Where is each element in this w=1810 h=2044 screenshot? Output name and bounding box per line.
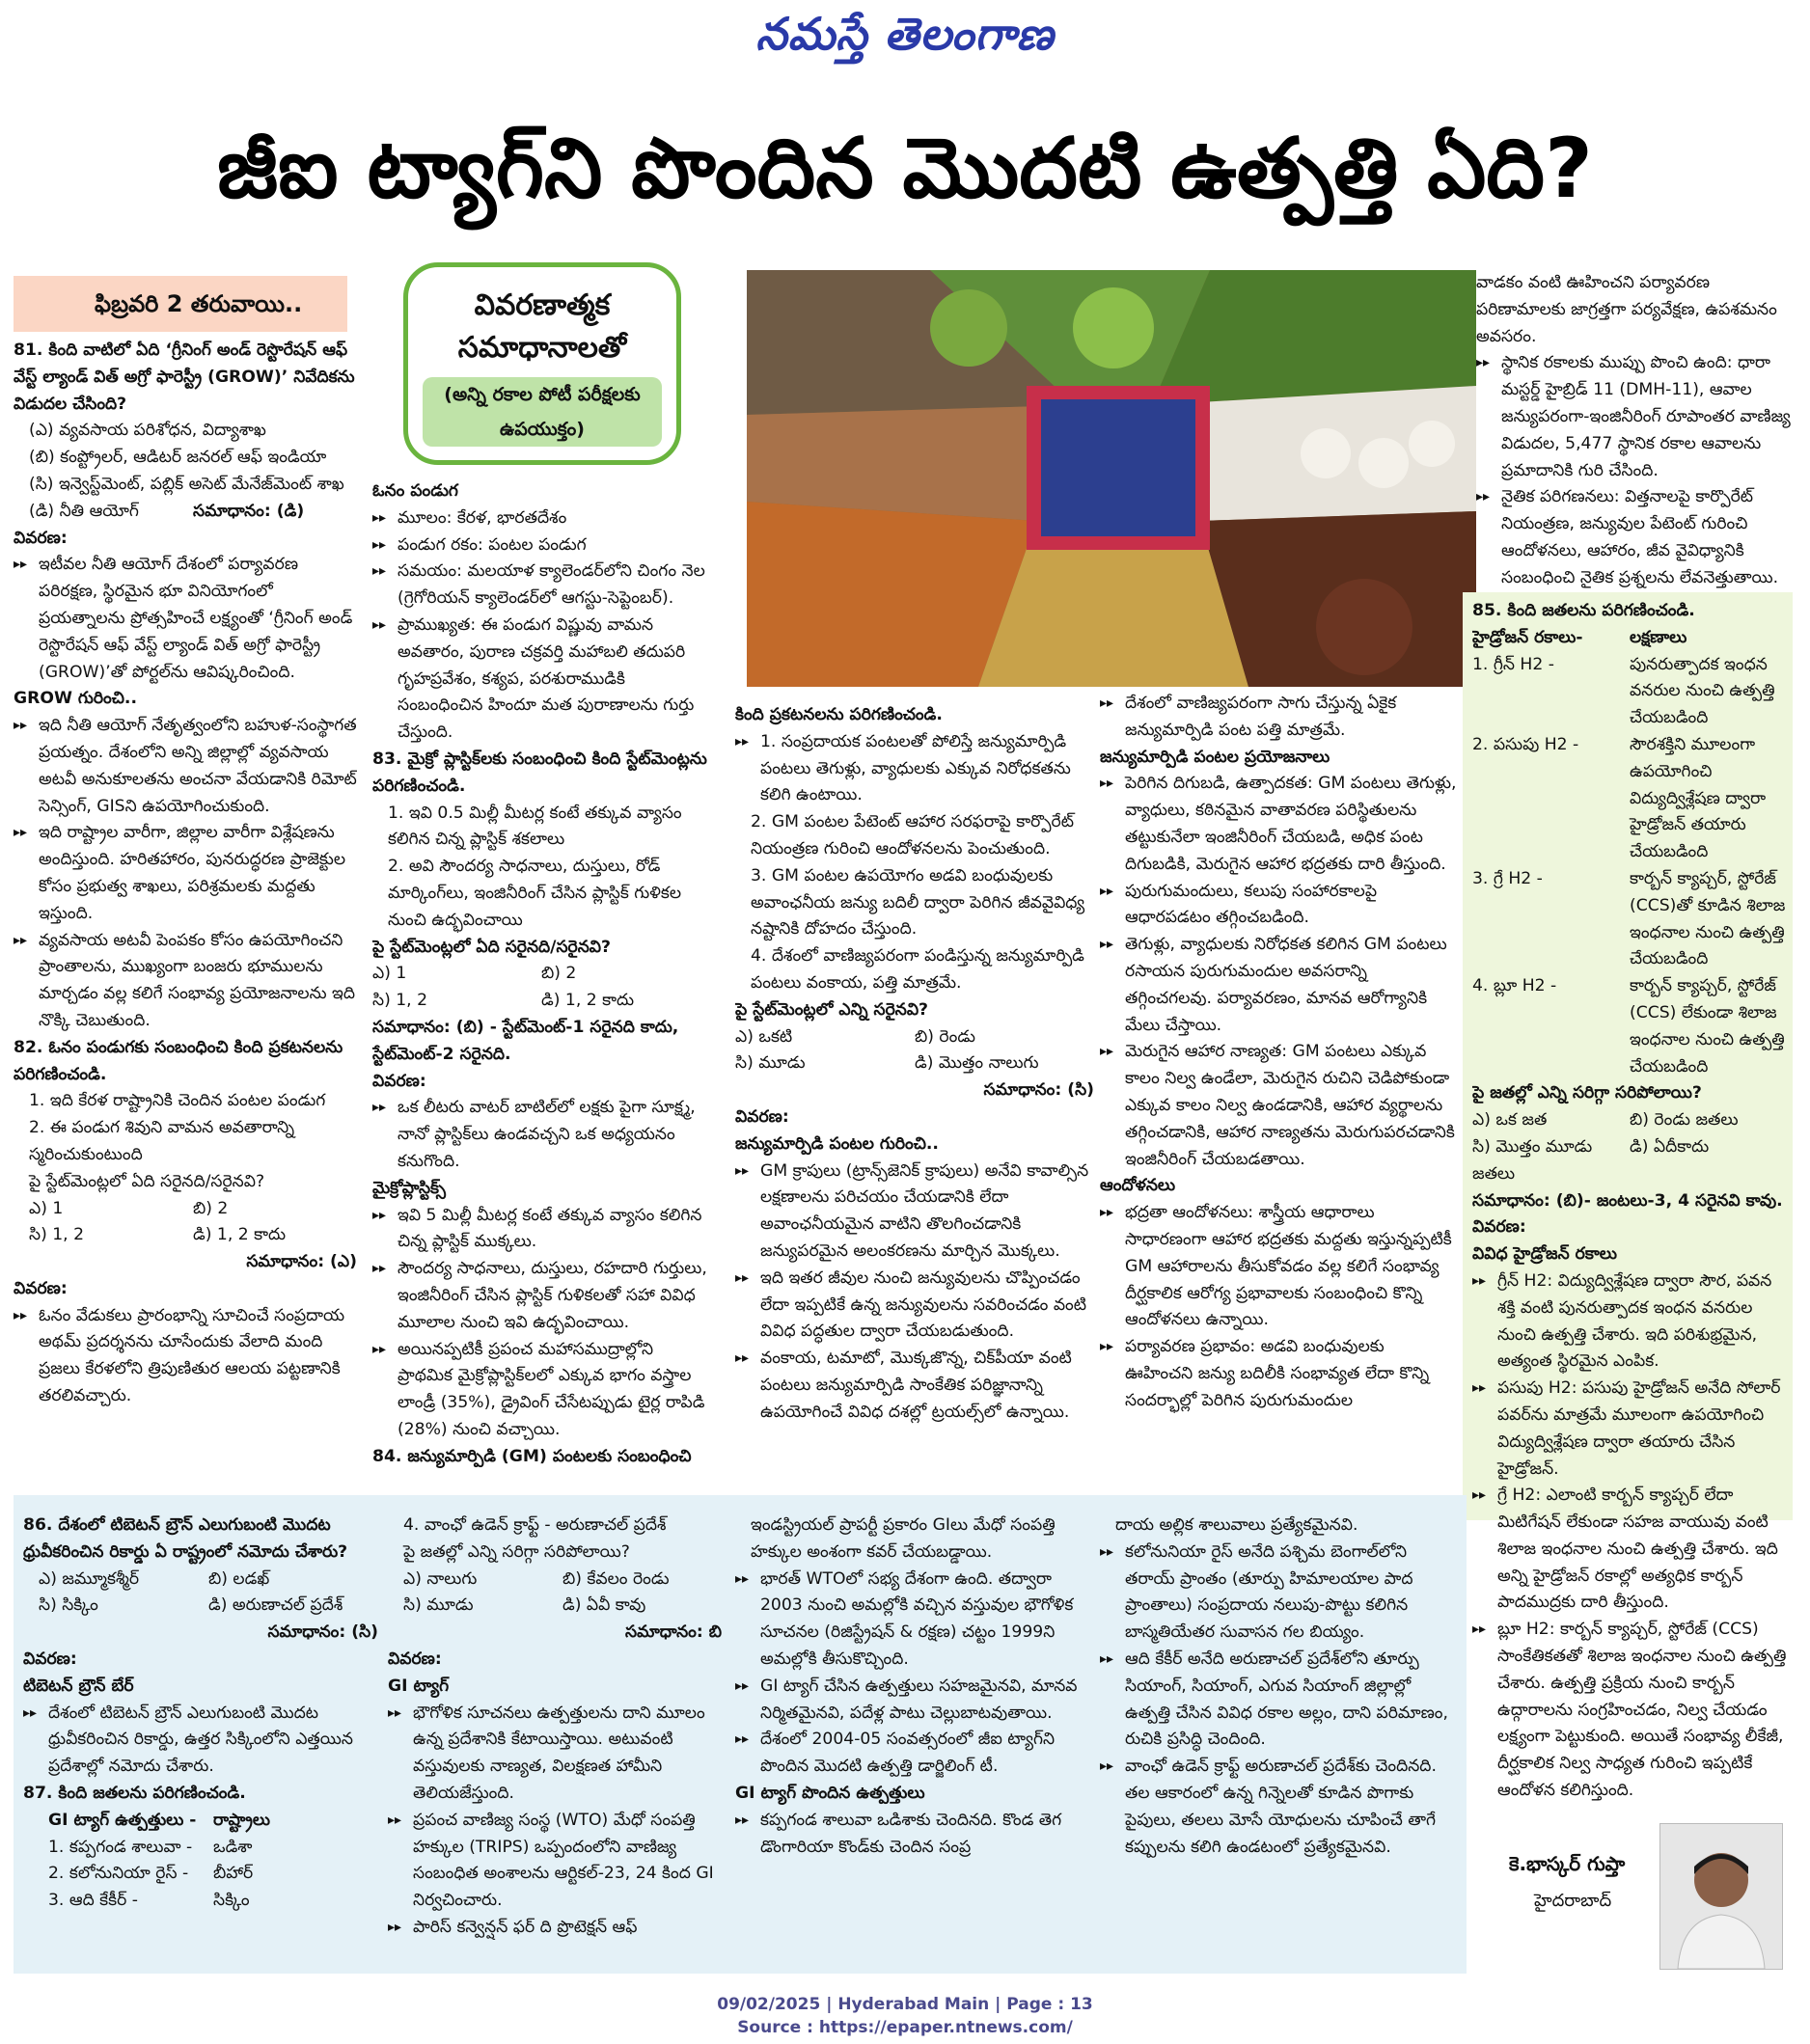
gi-product-bullet-2: ▸▸ కలోనునియా రైస్ అనేది పశ్చిమ బెంగాల్‌లోని తరాయ్ ప్రాంతం (తూర్పు హిమాలయాల పాద ప్రాంతాలు) సంప్రదాయ నలుపు-పొట్టు కలిగిన బాస్మతియేతర సువాసన గల బియ్యం. (1100, 1541, 1413, 1643)
q85-answer: సమాధానం: (బి)- జంటలు-3, 4 సరైనవి కావు. (1472, 1190, 1783, 1211)
onam-bullet-2: ▸▸ పండుగ రకం: పంటల పండుగ (372, 534, 587, 555)
concerns-heading: ఆందోళనలు (1100, 1176, 1176, 1196)
q82-options-row-2: సి) 1, 2 డి) 1, 2 కాదు (29, 1225, 287, 1245)
grow-heading: GROW గురించి.. (14, 689, 137, 709)
q84-options-row-1: ఎ) ఒకటి బి) రెండు (735, 1026, 975, 1047)
question-87: 87. కింది జతలను పరిగణించండి. (23, 1783, 246, 1803)
q87-ask: పై జతల్లో ఎన్ని సరిగ్గా సరిపోలాయి? (403, 1541, 630, 1562)
q82-answer: సమాధానం: (ఎ) (246, 1252, 357, 1272)
q87-header-row: GI ట్యాగ్ ఉత్పత్తులు - రాష్ట్రాలు (48, 1810, 270, 1830)
gi-continued: ఇండస్ట్రియల్ ప్రాపర్టీ ప్రకారం GIలు మేధో సంపత్తి హక్కుల అంశంగా కవర్ చేయబడ్డాయి. (751, 1515, 1056, 1562)
question-85: 85. కింది జతలను పరిగణించండి. (1472, 601, 1695, 620)
q81-option-a: (ఎ) వ్యవసాయ పరిశోధన, విద్యాశాఖ (29, 421, 266, 441)
collage-image (747, 270, 1476, 687)
q84-intro: కింది ప్రకటనలను పరిగణించండి. (735, 705, 943, 724)
q84-statement-3: 3. GM పంటల ఉపయోగం అడవి బంధువులకు అవాంఛనీయ జన్యు బదిలీ ద్వారా పెరిగిన జీవవైవిధ్య నష్టానికి దోహదం చేస్తుంది. (751, 865, 1085, 940)
gi-bullet-6: ▸▸ దేశంలో 2004-05 సంవత్సరంలో జీఐ ట్యాగ్‌ని పొందిన మొదటి ఉత్పత్తి డార్జిలింగ్ టీ. (735, 1730, 1056, 1777)
q83-bullet-1: ▸▸ ఒక లీటరు వాటర్ బాటిల్‌లో లక్షకు పైగా సూక్ష్మ, నానో ప్లాస్టిక్‌లు ఉండవచ్చని ఒక అధ్యయనం కనుగొంది. (372, 1098, 696, 1171)
q81-option-d: (డి) నీతి ఆయోగ్ (29, 501, 139, 521)
q85-ask: పై జతల్లో ఎన్ని సరిగ్గా సరిపోలాయి? (1472, 1083, 1702, 1104)
gm-heading: జన్యుమార్పిడి పంటల గురించి.. (735, 1133, 939, 1154)
gm-benefits-heading: జన్యుమార్పిడి పంటల ప్రయోజనాలు (1100, 747, 1330, 767)
q84-statement-2: 2. GM పంటల పేటెంట్ ఆహార సరఫరాపై కార్పొరేట్ నియంత్రణ గురించి ఆందోళనలను పెంచుతుంది. (751, 812, 1074, 858)
section-tag: ఫిబ్రవరి 2 తరువాయి.. (14, 276, 347, 332)
blue-column-4 (1100, 1513, 1455, 1966)
q82-statement-1: 1. ఇది కేరళ రాష్ట్రానికి చెందిన పంటల పండుగ (29, 1091, 326, 1111)
q87-options-row-2: సి) మూడు డి) ఏవీ కావు (403, 1595, 646, 1616)
q85-pair-2: 2. పసుపు H2 - సౌరశక్తిని మూలంగా ఉపయోగించి విద్యుద్విశ్లేషణ ద్వారా హైడ్రోజన్ తయారు చేయబడింది (1472, 734, 1767, 862)
page-footer (0, 1993, 1810, 2039)
concern-bullet-3: ▸▸ స్థానిక రకాలకు ముప్పు పొంచి ఉంది: ధారా మస్టర్డ్ హైబ్రిడ్ 11 (DMH-11), ఆవాల జన్యుపరంగా-ఇంజినీరింగ్ రూపాంతర వాణిజ్య విడుదల, 5,477 స్థానిక రకాల ఆవాలను ప్రమాదానికి గురి చేసింది. (1476, 353, 1791, 480)
page-headline: జీఐ ట్యాగ్‌ని పొందిన మొదటి ఉత్పత్తి ఏది? (217, 121, 1593, 217)
author-name: కె.భాస్కర్ గుప్తా (1509, 1852, 1626, 1875)
blue-column-1 (23, 1513, 378, 1966)
q87-pair-4: 4. వాంఛో ఉడెన్ క్రాఫ్ట్ - అరుణాచల్ ప్రదేశ్ (403, 1515, 667, 1535)
q83-options-row-2: సి) 1, 2 డి) 1, 2 కాదు (372, 991, 635, 1011)
q83-options-row-1: ఎ) 1 బి) 2 (372, 964, 577, 984)
microplastics-heading: మైక్రోప్లాస్టిక్స్ (372, 1178, 446, 1198)
gm-bullet-3: ▸▸ వంకాయ, టమాటో, మొక్కజొన్న, చిక్‌పీయా వంటి పంటలు జన్యుమార్పిడి సాంకేతిక పరిజ్ఞానాన్ని ఉపయోగించే వివిధ దశల్లో ట్రయల్స్‌లో ఉన్నాయి. (735, 1349, 1072, 1422)
q83-answer: సమాధానం: (బి) - స్టేట్‌మెంట్-1 సరైనది కాదు, స్టేట్‌మెంట్-2 సరైనది. (372, 1017, 679, 1064)
badge-subtitle: (అన్ని రకాల పోటీ పరీక్షలకు ఉపయుక్తం) (423, 377, 662, 447)
q86-answer: సమాధానం: (సి) (267, 1622, 378, 1643)
hydrogen-bullet-4: ▸▸ బ్లూ H2: కార్బన్ క్యాప్చర్, స్టోరేజ్ (CCS) సాంకేతికతతో శిలాజ ఇంధనాల నుంచి ఉత్పత్తి చేశారు. ఉత్పత్తి ప్రక్రియ నుంచి కార్బన్ ఉద్గారాలను సంగ్రహించడం, నిల్వ చేయడం లక్ష్యంగా పెట్టుకుంది. అయితే సంభావ్య లీకేజీ, దీర్ఘకాలిక నిల్వ సాధ్యత గురించి ఇప్పటికే ఆందోళన కలిగిస్తుంది. (1472, 1620, 1787, 1801)
gi-bullet-5: ▸▸ GI ట్యాగ్ చేసిన ఉత్పత్తులు సహజమైనవి, మానవ నిర్మితమైనవి, పదేళ్ల పాటు చెల్లుబాటవుతాయి. (735, 1676, 1078, 1723)
benefit-bullet-4: ▸▸ మెరుగైన ఆహార నాణ్యత: GM పంటలు ఎక్కువ కాలం నిల్వ ఉండేలా, మెరుగైన రుచిని చెడిపోకుండా ఎక్కువ కాలం నిల్వ ఉండడానికి, ఆహార వ్యర్థాలను తగ్గించడానికి, ఆహార నాణ్యతను మెరుగుపరచడానికి ఇంజినీరింగ్ చేయబడతాయి. (1100, 1042, 1455, 1169)
q87-pair-1: 1. కప్పగండ శాలువా - ఒడిశా (48, 1837, 253, 1857)
gi-product-bullet-4: ▸▸ వాంఛో ఉడెన్ క్రాఫ్ట్ అరుణాచల్ ప్రదేశ్‌కు చెందినది. తల ఆకారంలో ఉన్న గిన్నెలతో కూడిన పొగాకు పైపులు, తలలు మోసే యోధులను చూపించే తాగే కప్పులను కలిగి ఉండటంలో ప్రత్యేకమైనవి. (1100, 1757, 1437, 1857)
q84-explanation-label: వివరణ: (735, 1106, 789, 1127)
micro-bullet-2: ▸▸ సౌందర్య సాధనాలు, దుస్తులు, రహదారి గుర్తులు, ఇంజినీరింగ్ చేసిన ప్లాస్టిక్ గుళికలతో సహా వివిధ మూలాల నుంచి ఇవి ఉద్భవించాయి. (372, 1259, 707, 1332)
micro-bullet-1: ▸▸ ఇవి 5 మిల్లీ మీటర్ల కంటే తక్కువ వ్యాసం కలిగిన చిన్న ప్లాస్టిక్ ముక్కలు. (372, 1205, 702, 1252)
question-86: 86. దేశంలో టిబెటన్ బ్రౌన్ ఎలుగుబంటి మొదట ధ్రువీకరించిన రికార్డు ఏ రాష్ట్రంలో నమోదు చేశారు? (23, 1515, 348, 1562)
q82-explanation: ▸▸ ఓనం వేడుకలు ప్రారంభాన్ని సూచించే సంప్రదాయ అథమ్ ప్రదర్శనను చూసేందుకు వేలాది మంది ప్రజలు కేరళలోని త్రిపుణితుర ఆలయ పట్టణానికి తరలివచ్చారు. (14, 1305, 345, 1406)
gi-tag-heading: GI ట్యాగ్ (388, 1676, 450, 1696)
answers-badge (403, 262, 681, 465)
q85-options-row-2: సి) మొత్తం మూడు జతలు డి) ఏదీకాదు (1472, 1136, 1710, 1184)
gi-bullet-3: ▸▸ పారిస్ కన్వెన్షన్ ఫర్ ది ప్రొటెక్షన్ ఆఫ్ (388, 1917, 638, 1937)
hydrogen-types-heading: వివిధ హైడ్రోజన్ రకాలు (1472, 1244, 1617, 1265)
q82-ask: పై స్టేట్‌మెంట్లలో ఏది సరైనది/సరైనవి? (29, 1171, 265, 1191)
grow-bullet-1: ▸▸ ఇది నీతి ఆయోగ్ నేతృత్వంలోని బహుళ-సంస్థాగత ప్రయత్నం. దేశంలోని అన్ని జిల్లాల్లో వ్యవసాయ అటవీ అనుకూలతను అంచనా వేయడానికి రిమోట్ సెన్సింగ్, GISని ఉపయోగించుకుంది. (14, 716, 357, 816)
q85-options-row-1: ఎ) ఒక జత బి) రెండు జతలు (1472, 1110, 1739, 1131)
q83-statement-2: 2. అవి సౌందర్య సాధనాలు, దుస్తులు, రోడ్ మార్కింగ్‌లు, ఇంజినీరింగ్ చేసిన ప్లాస్టిక్ గుళికల నుంచి ఉద్భవించాయి (388, 857, 682, 930)
onam-heading: ఓనం పండుగ (372, 481, 458, 501)
q85-pair-4: 4. బ్లూ H2 - కార్బన్ క్యాప్చర్, స్టోరేజ్ (CCS) లేకుండా శిలాజ ఇంధనాల నుంచి ఉత్పత్తి చేయబడింది (1472, 976, 1785, 1077)
q87-pair-2: 2. కలోనునియా రైస్ - బీహార్ (48, 1864, 254, 1884)
footer-source: Source : https://epaper.ntnews.com/ (737, 2018, 1073, 2037)
question-81: 81. కింది వాటిలో ఏది ‘గ్రీనింగ్ అండ్ రెస్టొరేషన్ ఆఫ్ వేస్ట్ ల్యాండ్ విత్ అగ్రో ఫారెస్ట్రీ (GROW)’ నివేదికను విడుదల చేసింది? (14, 341, 355, 414)
concern-bullet-1: ▸▸ భద్రతా ఆందోళనలు: శాస్త్రీయ ఆధారాలు సాధారణంగా ఆహార భద్రతకు మద్దతు ఇస్తున్నప్పటికీ GM ఆహారాలను తీసుకోవడం వల్ల కలిగే సంభావ్య దీర్ఘకాలిక ఆరోగ్య ప్రభావాలకు సంబంధించి కొన్ని ఆందోళనలు ఉన్నాయి. (1100, 1203, 1452, 1330)
q81-option-c: (సి) ఇన్వెస్ట్‌మెంట్, పబ్లిక్ అసెట్ మేనేజ్‌మెంట్ శాఖ (29, 474, 344, 494)
q84-statement-4: 4. దేశంలో వాణిజ్యపరంగా పండిస్తున్న జన్యుమార్పిడి పంటలు వంకాయ, పత్తి మాత్రమే. (751, 946, 1084, 993)
onam-bullet-4: ▸▸ ప్రాముఖ్యత: ఈ పండుగ విష్ణువు వామన అవతారం, పురాణ చక్రవర్తి మహాబలి తదుపరి గృహప్రవేశం, కశ్యప, పరశురాముడికి సంబంధించిన హిందూ మత పురాణాలను గుర్తు చేస్తుంది. (372, 614, 695, 743)
concern-continued: వాడకం వంటి ఊహించని పర్యావరణ పరిణామాలకు జాగ్రత్తగా పర్యవేక్షణ, ఉపశమనం అవసరం. (1476, 273, 1777, 346)
author-photo (1659, 1823, 1783, 1970)
question-84: 84. జన్యుమార్పిడి (GM) పంటలకు సంబంధించి (372, 1446, 692, 1466)
q81-answer: సమాధానం: (డి) (193, 501, 305, 521)
q82-options-row-1: ఎ) 1 బి) 2 (29, 1198, 229, 1218)
blue-column-3 (735, 1513, 1086, 1966)
onam-bullet-1: ▸▸ మూలం: కేరళ, భారతదేశం (372, 507, 567, 528)
gi-product-continued: దాయ అల్లిక శాలువాలు ప్రత్యేకమైనవి. (1115, 1515, 1358, 1535)
q81-explanation: ▸▸ ఇటీవల నీతి ఆయోగ్ దేశంలో పర్యావరణ పరిరక్షణ, స్థిరమైన భూ వినియోగంలో ప్రయత్నాలను ప్రోత్సహించే లక్ష్యంతో ‘గ్రీనింగ్ అండ్ రెస్టొరేషన్ ఆఫ్ వేస్ట్ ల్యాండ్ విత్ అగ్రో ఫారెస్ట్రీ (GROW)’తో పోర్టల్‌ను ఆవిష్కరించింది. (14, 555, 353, 682)
gi-bullet-1: ▸▸ భౌగోళిక సూచనలు ఉత్పత్తులను దాని మూలం ఉన్న ప్రదేశానికి కేటాయిస్తాయి. అటువంటి వస్తువులకు నాణ్యత, విలక్షణత హామీని తెలియజేస్తుంది. (388, 1703, 705, 1803)
q84-statement-1: ▸▸ 1. సంప్రదాయక పంటలతో పోలిస్తే జన్యుమార్పిడి పంటలు తెగుళ్లు, వ్యాధులకు ఎక్కువ నిరోధకతను కలిగి ఉంటాయి. (735, 731, 1071, 805)
gi-product-bullet-1: ▸▸ కప్పగండ శాలువా ఒడిశాకు చెందినది. కొండ తెగ డొంగారియా కొండ్‌కు చెందిన సంప్ర (735, 1810, 1062, 1857)
gi-bullet-4: ▸▸ భారత్ WTOలో సభ్య దేశంగా ఉంది. తద్వారా 2003 నుంచి అమల్లోకి వచ్చిన వస్తువుల భౌగోళిక సూచనల (రిజిస్ట్రేషన్ & రక్షణ) చట్టం 1999ని అమల్లోకి తీసుకొచ్చింది. (735, 1568, 1074, 1669)
author-city: హైదరాబాద్ (1534, 1891, 1612, 1911)
blue-column-2 (388, 1513, 722, 1966)
column-3 (735, 702, 1094, 1495)
column-1 (14, 338, 357, 1495)
author-photo-image (1660, 1824, 1782, 1969)
question-82: 82. ఓనం పండుగకు సంబంధించి కింది ప్రకటనలను పరిగణించండి. (14, 1037, 343, 1084)
q85-pair-1: 1. గ్రీన్ H2 - పునరుత్పాదక ఇంధన వనరుల నుంచి ఉత్పత్తి చేయబడింది (1472, 654, 1775, 728)
q85-header-row: హైడ్రోజన్ రకాలు- లక్షణాలు (1472, 627, 1687, 647)
q82-explanation-label: వివరణ: (14, 1278, 68, 1298)
tibetan-bear-bullet: ▸▸ దేశంలో టిబెటన్ బ్రౌన్ ఎలుగుబంటి మొదట ధ్రువీకరించిన రికార్డు, ఉత్తర సిక్కింలోని ఎత్తయిన ప్రదేశాల్లో నమోదు చేశారు. (23, 1703, 353, 1777)
q81-option-d-row (14, 499, 357, 526)
q83-statement-1: 1. ఇవి 0.5 మిల్లీ మీటర్ల కంటే తక్కువ వ్యాసం కలిగిన చిన్న ప్లాస్టిక్ శకలాలు (388, 803, 682, 850)
hydrogen-bullet-1: ▸▸ గ్రీన్ H2: విద్యుద్విశ్లేషణ ద్వారా సౌర, పవన శక్తి వంటి పునరుత్పాదక ఇంధన వనరుల నుంచి ఉత్పత్తి చేశారు. ఇది పరిశుభ్రమైన, అత్యంత స్థిరమైన ఎంపిక. (1472, 1270, 1772, 1372)
q84-ask: పై స్టేట్‌మెంట్లలో ఎన్ని సరైనవి? (735, 999, 929, 1020)
column-6 (1472, 598, 1787, 1810)
column-5 (1476, 270, 1795, 588)
micro-bullet-3: ▸▸ అయినప్పటికీ ప్రపంచ మహాసముద్రాల్లోని ప్రాథమిక మైక్రోప్లాస్టిక్‌లలో ఎక్కువ భాగం వస్త్రాల లాండ్రీ (35%), డ్రైవింగ్ చేసేటప్పుడు టైర్ల రాపిడి (28%) నుంచి వచ్చాయి. (372, 1339, 705, 1439)
q81-explanation-label: వివరణ: (14, 528, 68, 548)
question-83: 83. మైక్రో ప్లాస్టిక్‌లకు సంబంధించి కింది స్టేట్‌మెంట్లను పరిగణించండి. (372, 749, 707, 796)
gi-bullet-2: ▸▸ ప్రపంచ వాణిజ్య సంస్థ (WTO) మేధో సంపత్తి హక్కుల (TRIPS) ఒప్పందంలోని వాణిజ్య సంబంధిత అంశాలను ఆర్టికల్-23, 24 కింద GI నిర్వచించారు. (388, 1810, 714, 1911)
benefit-bullet-1: ▸▸ పెరిగిన దిగుబడి, ఉత్పాదకత: GM పంటలు తెగుళ్లు, వ్యాధులు, కఠినమైన వాతావరణ పరిస్థితులను తట్టుకునేలా ఇంజినీరింగ్ చేయబడి, అధిక పంట దిగుబడికి, మెరుగైన ఆహార భద్రతకు దారి తీస్తుంది. (1100, 774, 1457, 874)
grow-bullet-3: ▸▸ వ్యవసాయ అటవీ పెంపకం కోసం ఉపయోగించని ప్రాంతాలను, ముఖ్యంగా బంజరు భూములను మార్చడం వల్ల కలిగే సంభావ్య ప్రయోజనాలను ఇది నొక్కి చెబుతుంది. (14, 930, 356, 1030)
q87-explanation-label: వివరణ: (388, 1649, 442, 1669)
column-2 (372, 478, 710, 1495)
gm-bullet-cotton: ▸▸ దేశంలో వాణిజ్యపరంగా సాగు చేస్తున్న ఏకైక జన్యుమార్పిడి పంట పత్తి మాత్రమే. (1100, 694, 1397, 740)
q87-answer: సమాధానం: బి (625, 1622, 722, 1643)
q84-answer: సమాధానం: (సి) (983, 1080, 1094, 1101)
q83-ask: పై స్టేట్‌మెంట్లలో ఏది సరైనది/సరైనవి? (372, 937, 611, 957)
q83-explanation-label: వివరణ: (372, 1071, 426, 1091)
q87-pair-3: 3. ఆది కేకీర్ - సిక్కిం (48, 1891, 250, 1911)
tibetan-bear-heading: టిబెటన్ బ్రౌన్ బేర్ (23, 1676, 134, 1696)
footer-date-edition: 09/02/2025 | Hyderabad Main | Page : 13 (717, 1995, 1093, 2014)
hydrogen-bullet-2: ▸▸ పసుపు H2: పసుపు హైడ్రోజన్ అనేది సోలార్ పవర్‌ను మాత్రమే మూలంగా ఉపయోగించి విద్యుద్విశ్లేషణ ద్వారా తయారు చేసిన హైడ్రోజన్. (1472, 1378, 1781, 1479)
q82-statement-2: 2. ఈ పండుగ శివుని వామన అవతారాన్ని స్మరించుకుంటుంది (29, 1118, 295, 1164)
q86-options-row-2: సి) సిక్కిం డి) అరుణాచల్ ప్రదేశ్ (39, 1595, 343, 1616)
q85-explanation-label: వివరణ: (1472, 1217, 1526, 1238)
author-box (1467, 1813, 1793, 1979)
gm-bullet-1: ▸▸ GM క్రాపులు (ట్రాన్స్‌జెనిక్ క్రాపులు) అనేవి కావాల్సిన లక్షణాలను పరిచయం చేయడానికి లేదా అవాంఛనీయమైన వాటిని తొలగించడానికి జన్యుపరమైన అలంకరణను మార్చిన మొక్కలు. (735, 1160, 1089, 1261)
q86-explanation-label: వివరణ: (23, 1649, 77, 1669)
benefit-bullet-3: ▸▸ తెగుళ్లు, వ్యాధులకు నిరోధకత కలిగిన GM పంటలు రసాయన పురుగుమందుల అవసరాన్ని తగ్గించగలవు. పర్యావరణం, మానవ ఆరోగ్యానికి మేలు చేస్తాయి. (1100, 935, 1447, 1035)
benefit-bullet-2: ▸▸ పురుగుమందులు, కలుపు సంహారకాలపై ఆధారపడటం తగ్గించబడింది. (1100, 881, 1378, 928)
concern-bullet-2: ▸▸ పర్యావరణ ప్రభావం: అడవి బంధువులకు ఊహించని జన్యు బదిలీకి సంభావ్యత లేదా కొన్ని సందర్భాల్లో పెరిగిన పురుగుమందుల (1100, 1337, 1430, 1410)
badge-title: వివరణాత్మక సమాధానాలతో (457, 288, 627, 365)
q81-option-b: (బి) కంప్ట్రోలర్, ఆడిటర్ జనరల్ ఆఫ్ ఇండియా (29, 448, 327, 468)
column-4 (1100, 691, 1457, 1495)
onam-bullet-3: ▸▸ సమయం: మలయాళ క్యాలెండర్‌లోని చింగం నెల (గ్రెగోరియన్ క్యాలెండర్‌లో ఆగస్టు-సెప్టెంబర్). (372, 561, 705, 609)
q86-options-row-1: ఎ) జమ్మూకశ్మీర్ బి) లడఖ్ (39, 1568, 270, 1589)
gi-products-heading: GI ట్యాగ్ పొందిన ఉత్పత్తులు (735, 1783, 925, 1803)
gm-bullet-2: ▸▸ ఇది ఇతర జీవుల నుంచి జన్యువులను చొప్పించడం లేదా ఇప్పటికే ఉన్న జన్యువులను సవరించడం వంటి వివిధ పద్ధతుల ద్వారా చేయబడుతుంది. (735, 1267, 1087, 1342)
q87-options-row-1: ఎ) నాలుగు బి) కేవలం రెండు (403, 1568, 670, 1589)
grow-bullet-2: ▸▸ ఇది రాష్ట్రాల వారీగా, జిల్లాల వారీగా విశ్లేషణను అందిస్తుంది. హరితహారం, పునరుద్ధరణ ప్రాజెక్టుల కోసం ప్రభుత్వ శాఖలు, పరిశ్రమలకు మద్దతు ఇస్తుంది. (14, 823, 346, 923)
food-products-collage (747, 270, 1476, 687)
gi-product-bullet-3: ▸▸ ఆది కేకీర్ అనేది అరుణాచల్ ప్రదేశ్‌లోని తూర్పు సియాంగ్, సియాంగ్, ఎగువ సియాంగ్ జిల్లాల్లో ఉత్పత్తి చేసిన వివిధ రకాల అల్లం, దాని పరిమాణం, రుచికి ప్రసిద్ధి చెందింది. (1100, 1649, 1448, 1750)
q84-options-row-2: సి) మూడు డి) మొత్తం నాలుగు (735, 1053, 1039, 1074)
q85-pair-3: 3. గ్రే H2 - కార్బన్ క్యాప్చర్, స్టోరేజ్ (CCS)తో కూడిన శిలాజ ఇంధనాల నుంచి ఉత్పత్తి చేయబడింది (1472, 868, 1786, 969)
hydrogen-bullet-3: ▸▸ గ్రే H2: ఎలాంటి కార్బన్ క్యాప్చర్ లేదా మిటిగేషన్ లేకుండా సహజ వాయువు వంటి శిలాజ ఇంధనాల నుంచి ఉత్పత్తి చేశారు. ఇది అన్ని హైడ్రోజన్ రకాల్లో అత్యధిక కార్బన్ పాదముద్రకు దారి తీస్తుంది. (1472, 1485, 1778, 1613)
concern-bullet-4: ▸▸ నైతిక పరిగణనలు: విత్తనాలపై కార్పొరేట్ నియంత్రణ, జన్యువుల పేటెంట్ గురించి ఆందోళనలు, ఆహారం, జీవ వైవిధ్యానికి సంబంధించి నైతిక ప్రశ్నలను లేవనెత్తుతాయి. (1476, 487, 1779, 587)
masthead-logo: నమస్తే తెలంగాణ (755, 8, 1055, 60)
